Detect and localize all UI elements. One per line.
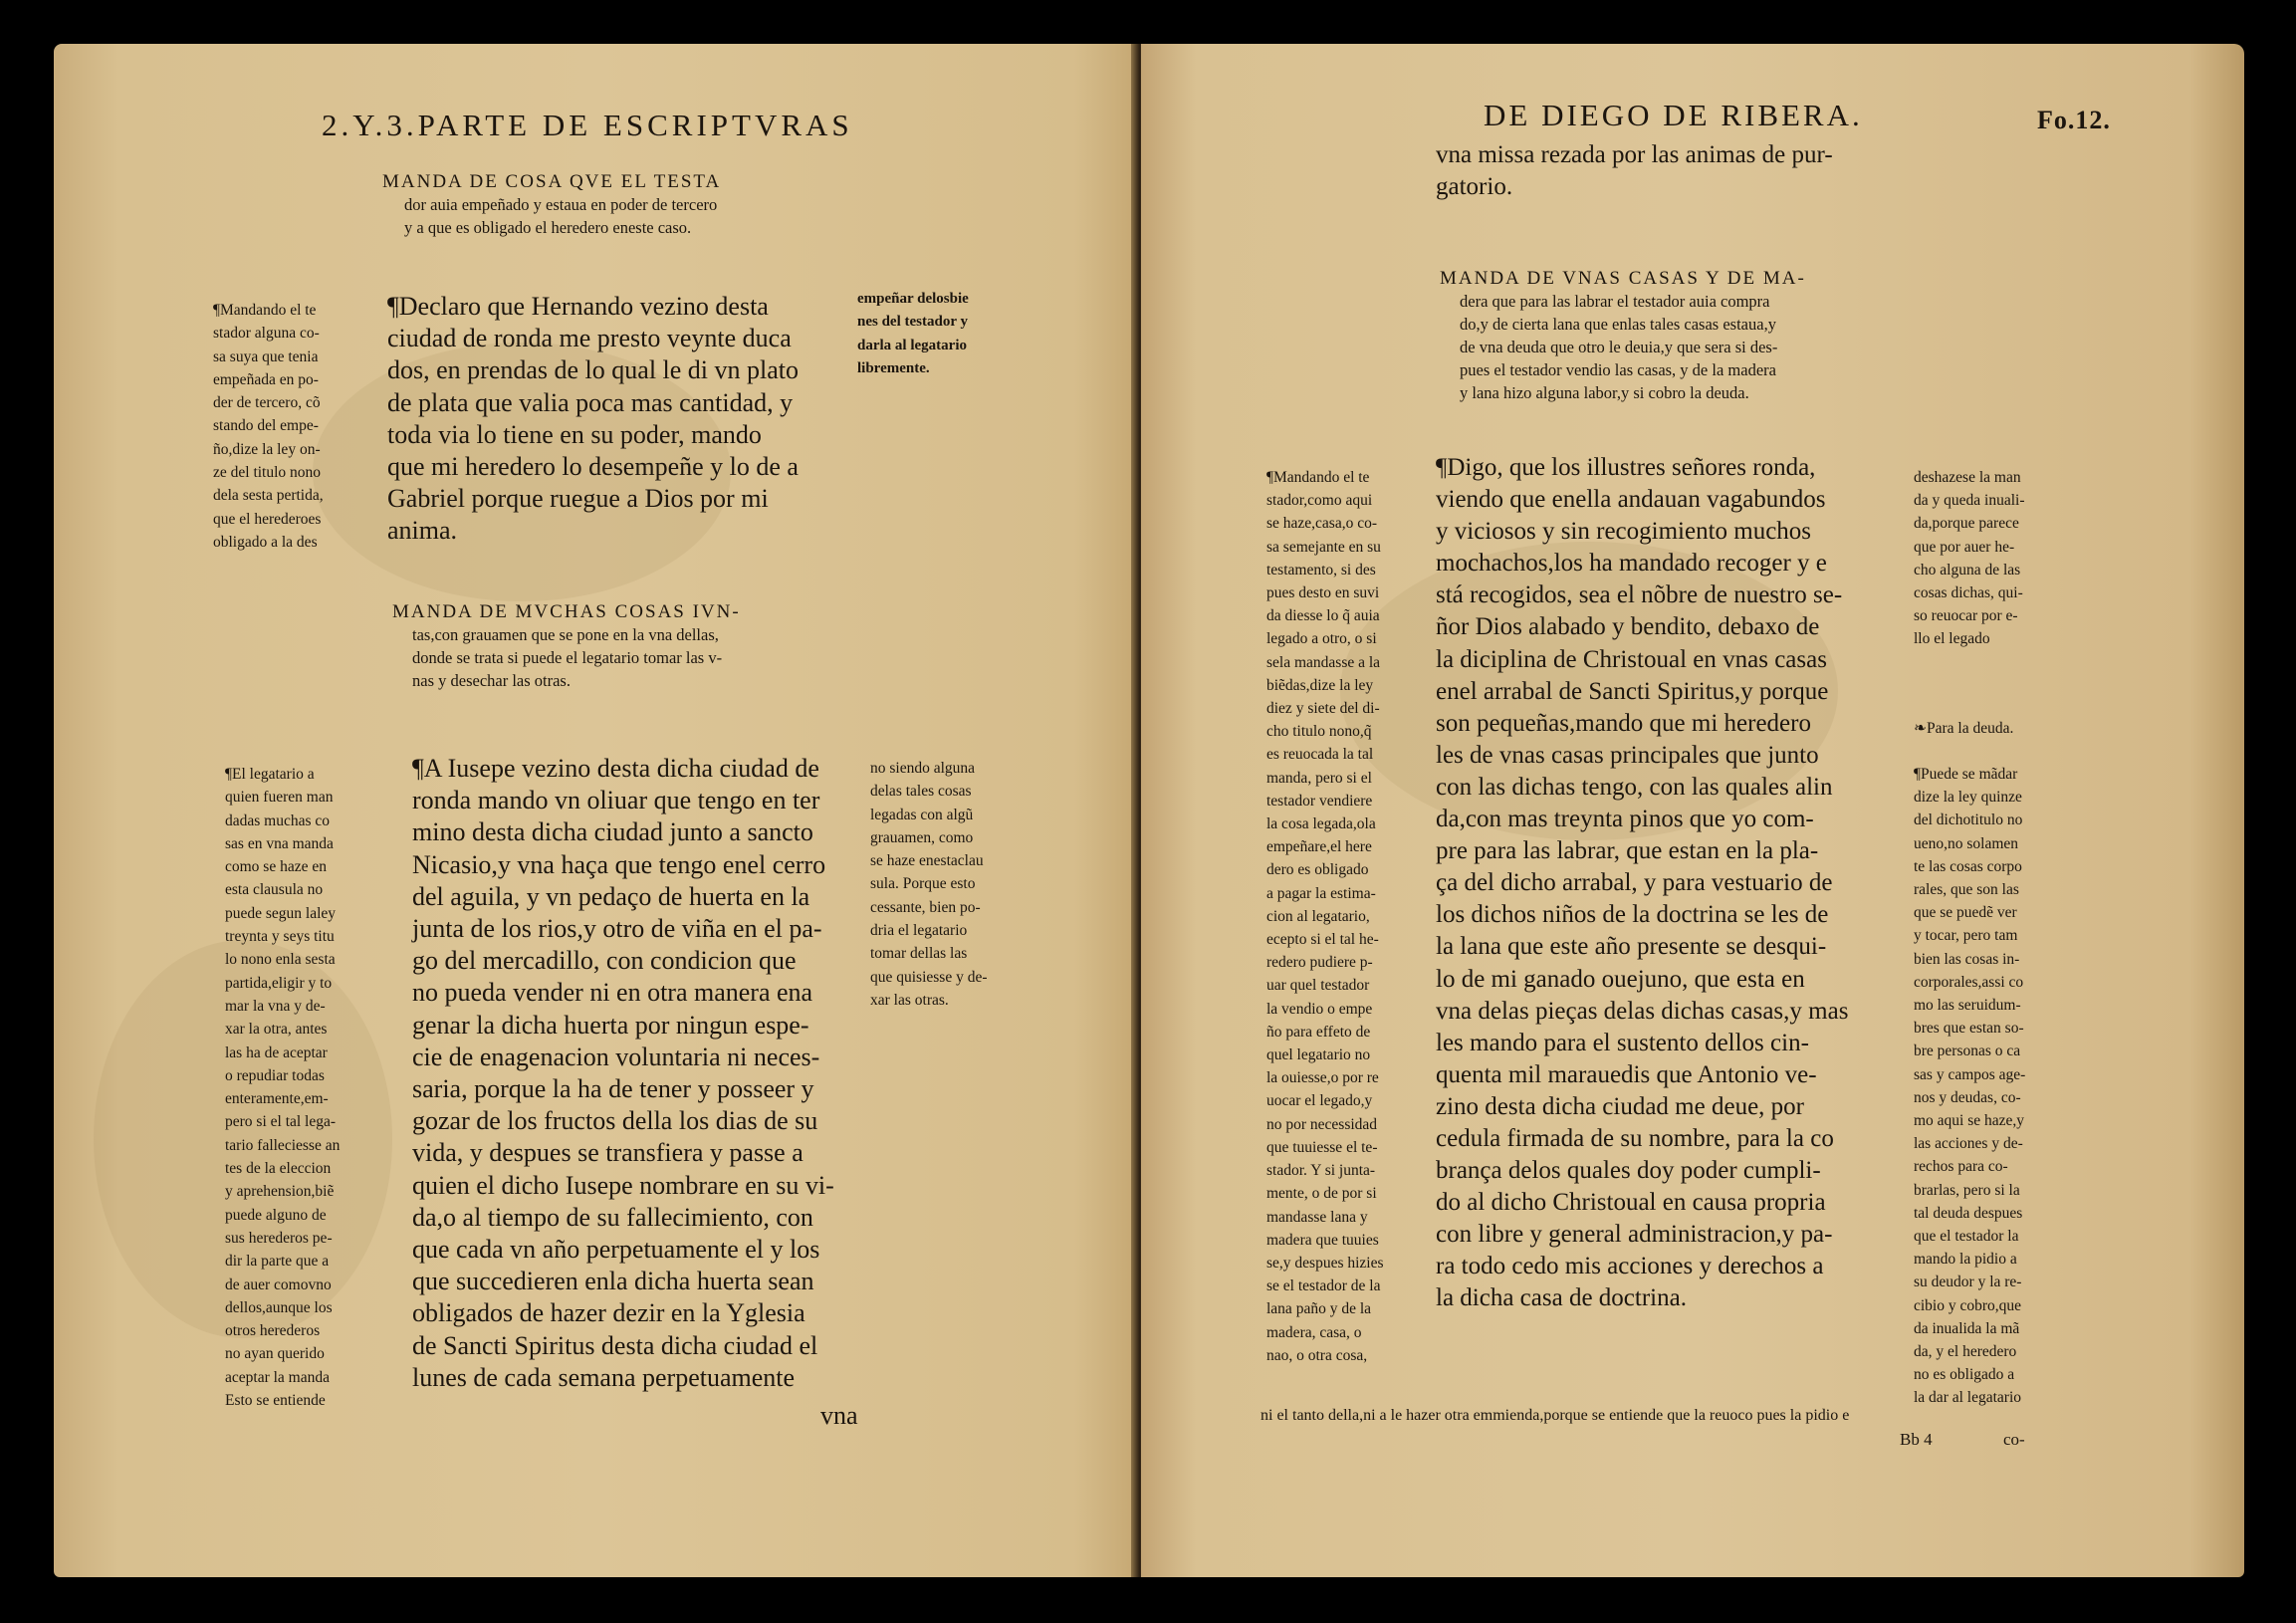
text-line: go del mercadillo, con condicion que [412, 946, 797, 976]
text-line: ciudad de ronda me presto veynte duca [387, 324, 792, 353]
text-line: da y queda inuali- [1914, 492, 2025, 510]
right-page [1141, 44, 2244, 1577]
text-line: sus herederos pe- [225, 1229, 333, 1247]
text-line: la dicha casa de doctrina. [1436, 1284, 1687, 1312]
text-line: dize la ley quinze [1914, 789, 2022, 807]
margin-note-right-2 [870, 757, 988, 1012]
text-line: se el testador de la [1266, 1277, 1381, 1295]
text-line: los dichos niños de la doctrina se les de [1436, 901, 1829, 929]
text-line: lana paño y de la [1266, 1300, 1372, 1318]
section-heading-2 [392, 601, 741, 692]
text-line: son pequeñas,mando que mi heredero [1436, 709, 1811, 737]
text-line: mente, o de por si [1266, 1185, 1377, 1203]
text-line: no por necessidad [1266, 1115, 1378, 1133]
text-line: que por auer he- [1914, 538, 2015, 556]
text-line: ño para effeto de [1266, 1023, 1371, 1041]
text-line: da diesse lo q̃ auia [1266, 607, 1380, 625]
text-line: no pueda vender ni en otra manera ena [412, 978, 813, 1008]
text-line: y viciosos y sin recogimiento muchos [1436, 518, 1812, 546]
text-line: dadas muchas co [225, 812, 331, 829]
paragraph-1 [387, 291, 799, 548]
text-line: testamento, si des [1266, 561, 1376, 579]
text-line: cho titulo nono,q̃ [1266, 723, 1372, 741]
text-line: mandasse lana y [1266, 1208, 1368, 1226]
section-summary: dera que para las labrar el testador auia compra do,y de cierta lana que enlas tales casas estaua,y de vna deuda que otro le deuia,y que sera si des- pues el testador vendio las casas, y de la madera y lana hizo alguna labor,y si cobro la deuda. [1460, 292, 1778, 402]
text-line: te las cosas corpo [1914, 857, 2022, 875]
text-line: del dichotitulo no [1914, 812, 2023, 829]
section-title: MANDA DE COSA QVE EL TESTA [382, 171, 722, 192]
text-line: ça del dicho arrabal, y para vestuario de [1436, 869, 1833, 897]
signature-mark: Bb 4 [1900, 1430, 1933, 1449]
section-heading-1 [382, 171, 721, 239]
text-line: como se haze en [225, 858, 327, 876]
text-line: madera que tuuies [1266, 1231, 1379, 1249]
text-line: no siendo alguna [870, 760, 976, 777]
text-line: se haze,casa,o co- [1266, 515, 1378, 533]
text-line: empeñare,el here [1266, 838, 1372, 856]
text-line: quenta mil marauedis que Antonio ve- [1436, 1060, 1817, 1088]
text-line: sas y campos age- [1914, 1065, 2026, 1083]
text-line: anima. [387, 516, 458, 546]
text-line: vida, y despues se transfiera y passe a [412, 1138, 804, 1168]
text-line: de plata que valia poca mas cantidad, y [387, 387, 794, 417]
text-line: ño,dize la ley on- [213, 440, 321, 458]
text-line: vna missa rezada por las animas de pur- [1436, 141, 1833, 168]
text-line: mochachos,los ha mandado recoger y e [1436, 550, 1827, 578]
text-line: es reuocada la tal [1266, 746, 1374, 764]
text-line: cessante, bien po- [870, 898, 981, 916]
text-line: sa suya que tenia [213, 348, 319, 365]
text-line: ¶Mandando el te [213, 302, 317, 319]
fleuron-icon: ❧ [1914, 720, 1927, 737]
text-line: rales, que son las [1914, 881, 2019, 899]
text-line: cho alguna de las [1914, 561, 2021, 579]
text-line: stador,como aqui [1266, 492, 1373, 510]
text-line: stador alguna co- [213, 325, 320, 343]
text-line: junta de los rios,y otro de viña en el pa- [412, 914, 822, 944]
text-line: vna delas pieças delas dichas casas,y mas [1436, 997, 1849, 1025]
text-line: delas tales cosas [870, 783, 972, 801]
side-heading: ❧Para la deuda. [1914, 720, 2014, 737]
text-line: les de vnas casas principales que junto [1436, 741, 1819, 769]
text-line: de auer comovno [225, 1275, 332, 1293]
text-line: libremente. [857, 359, 930, 376]
text-line: lunes de cada semana perpetuamente [412, 1362, 796, 1392]
margin-note-left-1 [213, 299, 324, 554]
text-line: dir la parte que a [225, 1253, 330, 1271]
left-page [54, 44, 1139, 1577]
catchword: vna [820, 1401, 858, 1430]
text-line: llo el legado [1914, 630, 1990, 648]
text-line: que quisiesse y de- [870, 968, 988, 986]
text-line: brança delos quales doy poder cumpli- [1436, 1157, 1821, 1185]
text-line: obligados de hazer dezir en la Yglesia [412, 1298, 805, 1328]
text-line: quien el dicho Iusepe nombrare en su vi- [412, 1170, 834, 1200]
text-line: manda, pero si el [1266, 769, 1372, 787]
text-line: madera, casa, o [1266, 1323, 1362, 1341]
text-line: Gabriel porque ruegue a Dios por mi [387, 484, 769, 514]
text-line: dero es obligado [1266, 861, 1369, 879]
text-line: der de tercero, cõ [213, 394, 321, 412]
text-line: puede alguno de [225, 1206, 327, 1224]
text-line: dela sesta pertida, [213, 487, 324, 505]
text-line: brarlas, pero si la [1914, 1181, 2020, 1199]
text-line: o repudiar todas [225, 1066, 325, 1084]
text-line: nos y deudas, co- [1914, 1088, 2021, 1106]
text-line: bien las cosas in- [1914, 950, 2020, 968]
text-line: do al dicho Christoual en causa propria [1436, 1189, 1826, 1217]
text-line: ra todo cedo mis acciones y derechos a [1436, 1253, 1824, 1280]
text-line: su deudor y la re- [1914, 1274, 2022, 1291]
text-line: sa semejante en su [1266, 538, 1381, 556]
text-line: las acciones y de- [1914, 1135, 2023, 1153]
text-line: y aprehension,biẽ [225, 1183, 335, 1201]
text-line: bres que estan so- [1914, 1020, 2024, 1038]
text-line: la vendio o empe [1266, 1000, 1373, 1018]
text-line: lo nono enla sesta [225, 951, 336, 969]
text-line: sas en vna manda [225, 834, 334, 852]
text-line: pero si el tal lega- [225, 1113, 337, 1131]
section-title: MANDA DE MVCHAS COSAS IVN- [392, 601, 741, 622]
text-line: da,con mas treynta pinos que yo com- [1436, 806, 1814, 833]
text-line: que cada vn año perpetuamente el y los [412, 1235, 820, 1265]
margin-note-left-2 [225, 763, 340, 1412]
text-line: stando del empe- [213, 417, 319, 435]
text-line: cibio y cobro,que [1914, 1296, 2022, 1314]
text-line: y tocar, pero tam [1914, 927, 2018, 945]
text-line: ze del titulo nono [213, 464, 322, 482]
text-line: mo las seruidum- [1914, 997, 2021, 1015]
text-line: mo aqui se haze,y [1914, 1112, 2025, 1130]
text-line: ¶El legatario a [225, 766, 315, 783]
running-head-right: DE DIEGO DE RIBERA. [1484, 98, 1863, 132]
text-line: con las dichas tengo, con las quales alin [1436, 773, 1833, 801]
text-line: deshazese la man [1914, 469, 2021, 486]
text-line: que el herederoes [213, 510, 322, 528]
text-line: stá recogidos, sea el nõbre de nuestro se- [1436, 581, 1843, 609]
text-line: uocar el legado,y [1266, 1092, 1373, 1110]
text-line: da inualida la mã [1914, 1319, 2020, 1337]
section-summary: tas,con grauamen que se pone en la vna dellas, donde se trata si puede el legatario tomar las v- nas y desechar las otras. [412, 625, 723, 690]
margin-note-right-1 [857, 288, 969, 380]
text-line: xar las otras. [870, 991, 949, 1009]
text-line: la lana que este año presente se desqui- [1436, 933, 1827, 961]
running-head-left: 2.Y.3.PARTE DE ESCRIPTVRAS [322, 108, 853, 142]
section-heading-3 [1440, 268, 1806, 404]
text-line: del aguila, y vn pedaço de huerta en la [412, 881, 810, 911]
text-line: la cosa legada,ola [1266, 815, 1376, 833]
text-line: ¶A Iusepe vezino desta dicha ciudad de [412, 754, 819, 783]
text-line: diez y siete del di- [1266, 700, 1380, 718]
text-line: uar quel testador [1266, 977, 1370, 995]
text-line: nao, o otra cosa, [1266, 1346, 1368, 1364]
text-line: sela mandasse a la [1266, 653, 1381, 671]
text-line: bre personas o ca [1914, 1043, 2021, 1060]
text-line: la ouiesse,o por re [1266, 1069, 1379, 1087]
text-line: no ayan querido [225, 1345, 325, 1363]
text-line: Esto se entiende [225, 1392, 326, 1410]
text-line: enel arrabal de Sancti Spiritus,y porque [1436, 677, 1829, 705]
text-line: nes del testador y [857, 314, 968, 331]
folio-number: Fo.12. [2037, 106, 2111, 134]
text-line: redero pudiere p- [1266, 954, 1373, 972]
text-line: cion al legatario, [1266, 907, 1370, 925]
text-line: mino desta dicha ciudad junto a sancto [412, 817, 813, 847]
section-title: MANDA DE VNAS CASAS Y DE MA- [1440, 268, 1806, 289]
text-line: empeñada en po- [213, 370, 319, 388]
text-line: Nicasio,y vna haça que tengo enel cerro [412, 849, 826, 879]
text-line: ueno,no solamen [1914, 834, 2019, 852]
bottom-line: ni el tanto della,ni a le hazer otra emmienda,porque se entiende que la reuoco pues la pidio e [1261, 1407, 1850, 1424]
text-line: se,y despues hizies [1266, 1254, 1384, 1272]
text-line: rechos para co- [1914, 1158, 2008, 1176]
text-line: partida,eligir y to [225, 974, 333, 992]
text-line: empeñar delosbie [857, 291, 969, 307]
text-line: ¶Declaro que Hernando vezino desta [387, 292, 769, 321]
text-line: tal deuda despues [1914, 1204, 2023, 1222]
text-line: biẽdas,dize la ley [1266, 676, 1374, 694]
text-line: darla al legatario [857, 337, 967, 353]
text-line: gatorio. [1436, 173, 1513, 201]
text-line: cie de enagenacion voluntaria ni neces- [412, 1042, 820, 1071]
text-line: sula. Porque esto [870, 875, 976, 893]
text-line: grauamen, como [870, 828, 974, 846]
text-line: de Sancti Spiritus desta dicha ciudad el [412, 1330, 818, 1360]
text-line: tario falleciesse an [225, 1136, 341, 1154]
text-line: xar la otra, antes [225, 1021, 328, 1039]
text-line: cedula firmada de su nombre, para la co [1436, 1124, 1834, 1152]
text-line: legado a otro, o si [1266, 630, 1377, 648]
text-line: que tuuiesse el te- [1266, 1138, 1378, 1156]
text-line: testador vendiere [1266, 792, 1373, 810]
text-line: puede segun laley [225, 904, 337, 922]
text-line: lo de mi ganado ouejuno, que esta en [1436, 965, 1805, 993]
text-line: esta clausula no [225, 881, 324, 899]
text-line: que el testador la [1914, 1228, 2019, 1246]
text-line: legadas con algũ [870, 806, 974, 823]
text-line: dellos,aunque los [225, 1298, 333, 1316]
text-line: ronda mando vn oliuar que tengo en ter [412, 786, 820, 815]
text-line: la dar al legatario [1914, 1389, 2022, 1407]
text-line: con libre y general administracion,y pa- [1436, 1221, 1833, 1249]
paragraph-3 [1436, 452, 1848, 1315]
text-line: les mando para el sustento dellos cin- [1436, 1029, 1809, 1056]
text-line: saria, porque la ha de tener y posseer y [412, 1074, 814, 1104]
catchword: co- [2003, 1430, 2025, 1449]
text-line: toda via lo tiene en su poder, mando [387, 419, 762, 449]
text-line: da,porque parece [1914, 515, 2019, 533]
text-line: genar la dicha huerta por ningun espe- [412, 1010, 809, 1040]
text-line: mando la pidio a [1914, 1251, 2017, 1269]
continuation-text [1436, 139, 1833, 203]
text-line: se haze enestaclau [870, 852, 984, 870]
text-line: viendo que enella andauan vagabundos [1436, 486, 1826, 514]
text-line: enteramente,em- [225, 1090, 329, 1108]
text-line: tes de la eleccion [225, 1160, 332, 1178]
text-line: cosas dichas, qui- [1914, 584, 2023, 602]
text-line: ñor Dios alabado y bendito, debaxo de [1436, 613, 1820, 641]
paragraph-2 [412, 753, 834, 1394]
text-line: treynta y seys titu [225, 928, 335, 946]
text-line: dos, en prendas de lo qual le di vn plato [387, 355, 800, 385]
text-line: da, y el heredero [1914, 1343, 2017, 1361]
text-line: otros herederos [225, 1322, 321, 1340]
text-line: que mi heredero lo desempeñe y lo de a [387, 452, 799, 482]
section-summary: dor auia empeñado y estaua en poder de tercero y a que es obligado el heredero eneste caso. [404, 195, 718, 237]
text-line: no es obligado a [1914, 1366, 2015, 1384]
text-line: ecepto si el tal he- [1266, 931, 1379, 949]
text-line: so reuocar por e- [1914, 607, 2018, 625]
text-line: ¶Puede se mãdar [1914, 766, 2018, 783]
text-line: stador. Y si junta- [1266, 1162, 1376, 1180]
text-line: aceptar la manda [225, 1368, 330, 1386]
text-line: gozar de los fructos della los dias de su [412, 1106, 818, 1136]
margin-note-left-3 [1266, 466, 1384, 1367]
text-line: ¶Mandando el te [1266, 469, 1370, 486]
text-line: mar la vna y de- [225, 997, 326, 1015]
text-line: tomar dellas las [870, 945, 968, 963]
text-line: quel legatario no [1266, 1046, 1371, 1064]
text-line: a pagar la estima- [1266, 884, 1376, 902]
text-line: pre para las labrar, que estan en la pla- [1436, 837, 1819, 865]
text-line: dria el legatario [870, 922, 968, 940]
text-line: las ha de aceptar [225, 1043, 328, 1061]
text-line: obligado a la des [213, 533, 318, 551]
text-line: que succedieren enla dicha huerta sean [412, 1267, 814, 1296]
margin-note-right-4 [1914, 763, 2025, 1410]
text-line: la diciplina de Christoual en vnas casas [1436, 645, 1827, 673]
text-line: pues desto en suvi [1266, 584, 1380, 602]
text-line: zino desta dicha ciudad me deue, por [1436, 1092, 1804, 1120]
text-line: quien fueren man [225, 789, 334, 807]
text-line: da,o al tiempo de su fallecimiento, con [412, 1202, 813, 1232]
text-line: que se puedẽ ver [1914, 904, 2017, 922]
text-line: ¶Digo, que los illustres señores ronda, [1436, 454, 1816, 481]
margin-note-right-3 [1914, 466, 2024, 651]
text-line: corporales,assi co [1914, 973, 2024, 991]
